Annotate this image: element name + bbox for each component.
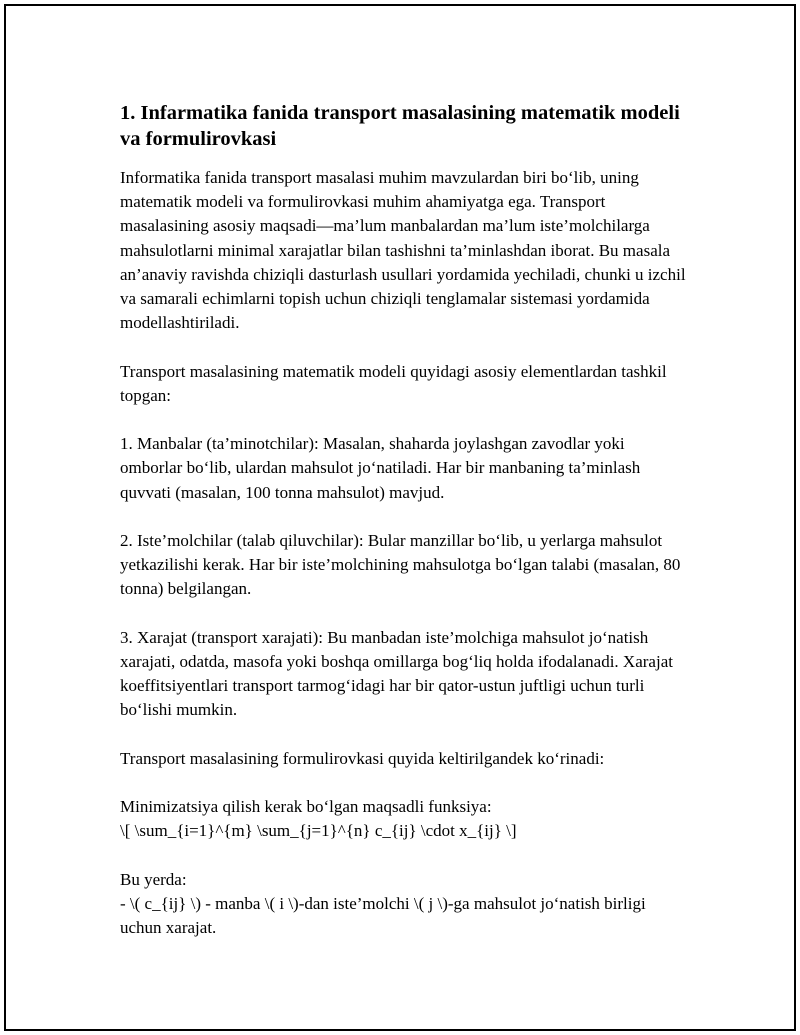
where-item-cost: - \( c_{ij} \) - manba \( i \)-dan iste’molchi \( j \)-ga mahsulot jo‘natish birligi uchun xarajat.: [120, 893, 646, 938]
list-item-sources: 1. Manbalar (ta’minotchilar): Masalan, shaharda joylashgan zavodlar yoki omborlar bo‘lib, ulardan mahsulot jo‘natiladi. Har bir manbaning ta’minlash quvvati (masalan, 100 tonna mahsulot) mavjud.: [120, 434, 641, 502]
objective-formula: \[ \sum_{i=1}^{m} \sum_{j=1}^{n} c_{ij} \cdot x_{ij} \]: [120, 821, 517, 841]
formulation-intro-paragraph: Transport masalasining formulirovkasi quyida keltirilgandek ko‘rinadi:: [120, 748, 605, 768]
list-item-costs: 3. Xarajat (transport xarajati): Bu manbadan iste’molchiga mahsulot jo‘natish xarajati, odatda, masofa yoki boshqa omillarga bog‘liq holda ifodalanadi. Xarajat koeffitsiyentlari transport tarmog‘idagi har bir qator-ustun juftligi uchun turli bo‘lishi mumkin.: [120, 627, 673, 720]
objective-label: Minimizatsiya qilish kerak bo‘lgan maqsadli funksiya:: [120, 797, 492, 817]
document-content: [120, 100, 690, 965]
page-frame: [4, 4, 796, 1031]
intro-paragraph: Informatika fanida transport masalasi muhim mavzulardan biri bo‘lib, uning matematik modeli va formulirovkasi muhim ahamiyatga ega. Transport masalasining asosiy maqsadi—ma’lum manbalardan ma’lum iste’molchilarga mahsulotlarni minimal xarajatlar bilan tashishni ta’minlashdan iborat. Bu masala an’anaviy ravishda chiziqli dasturlash usullari yordamida yechiladi, chunki u izchil va samarali echimlarni topish uchun chiziqli tenglamalar sistemasi yordamida modellashtiriladi.: [120, 168, 686, 333]
where-label: Bu yerda:: [120, 869, 187, 889]
model-intro-paragraph: Transport masalasining matematik modeli quyidagi asosiy elementlardan tashkil topgan:: [120, 361, 667, 405]
list-item-consumers: 2. Iste’molchilar (talab qiluvchilar): Bular manzillar bo‘lib, u yerlarga mahsulot yetkazilishi kerak. Har bir iste’molchining mahsulotga bo‘lgan talabi (masalan, 80 tonna) belgilangan.: [120, 531, 681, 599]
section-heading: 1. Infarmatika fanida transport masalasining matematik modeli va formulirovkasi: [120, 102, 680, 150]
